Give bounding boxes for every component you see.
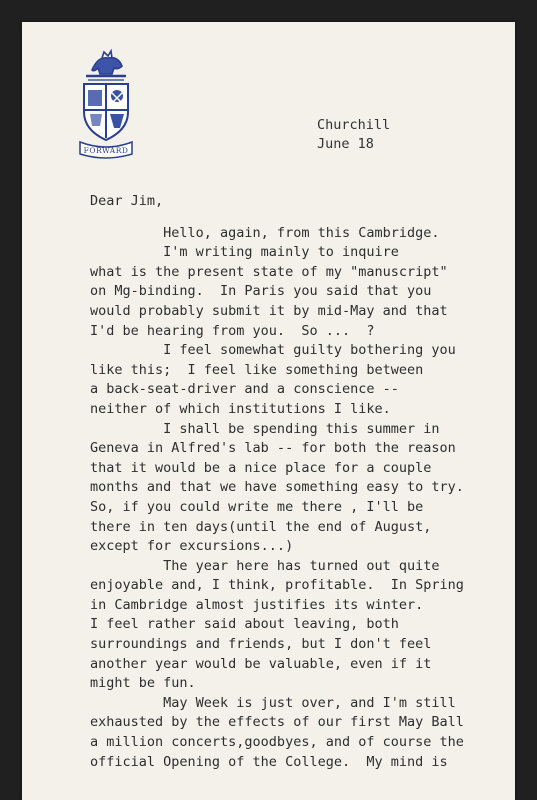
text-line: Geneva in Alfred's lab -- for both the reason: [90, 440, 456, 457]
motto-text: FORWARD: [83, 146, 129, 155]
college-crest-logo: [78, 44, 134, 162]
text-line: like this; I feel like something between: [90, 361, 424, 378]
text-line: The year here has turned out quite: [90, 557, 440, 574]
text-line: would probably submit it by mid-May and that: [90, 302, 448, 319]
letter-body: [90, 192, 510, 772]
text-line: So, if you could write me there , I'll be: [90, 498, 424, 515]
text-line: in Cambridge almost justifies its winter.: [90, 596, 424, 613]
letter-header: [317, 116, 390, 154]
letter-date: June 18: [317, 136, 374, 152]
text-line: enjoyable and, I think, profitable. In Spring: [90, 577, 464, 594]
text-line: official Opening of the College. My mind is: [90, 753, 448, 770]
text-line: on Mg-binding. In Paris you said that you: [90, 283, 432, 300]
text-line: I'm writing mainly to inquire: [90, 244, 399, 261]
text-line: a back-seat-driver and a conscience --: [90, 381, 399, 398]
text-line: surroundings and friends, but I don't feel: [90, 636, 432, 653]
text-line: there in ten days(until the end of August,: [90, 518, 432, 535]
text-line: except for excursions...): [90, 538, 294, 555]
text-line: I feel somewhat guilty bothering you: [90, 342, 456, 359]
text-line: that it would be a nice place for a couple: [90, 459, 432, 476]
text-line: I shall be spending this summer in: [90, 420, 440, 437]
college-name: Churchill: [317, 117, 391, 133]
text-line: exhausted by the effects of our first May Ball: [90, 714, 464, 731]
text-line: I feel rather said about leaving, both: [90, 616, 399, 633]
text-line: I'd be hearing from you. So ... ?: [90, 322, 375, 339]
salutation: Dear Jim,: [90, 193, 164, 209]
text-line: might be fun.: [90, 675, 196, 692]
text-line: May Week is just over, and I'm still: [90, 694, 456, 711]
text-line: what is the present state of my "manuscript": [90, 263, 448, 280]
text-line: another year would be valuable, even if it: [90, 655, 432, 672]
text-line: Hello, again, from this Cambridge.: [90, 224, 440, 241]
text-line: a million concerts,goodbyes, and of course the: [90, 734, 464, 751]
text-line: neither of which institutions I like.: [90, 400, 391, 417]
text-line: months and that we have something easy to try.: [90, 479, 464, 496]
